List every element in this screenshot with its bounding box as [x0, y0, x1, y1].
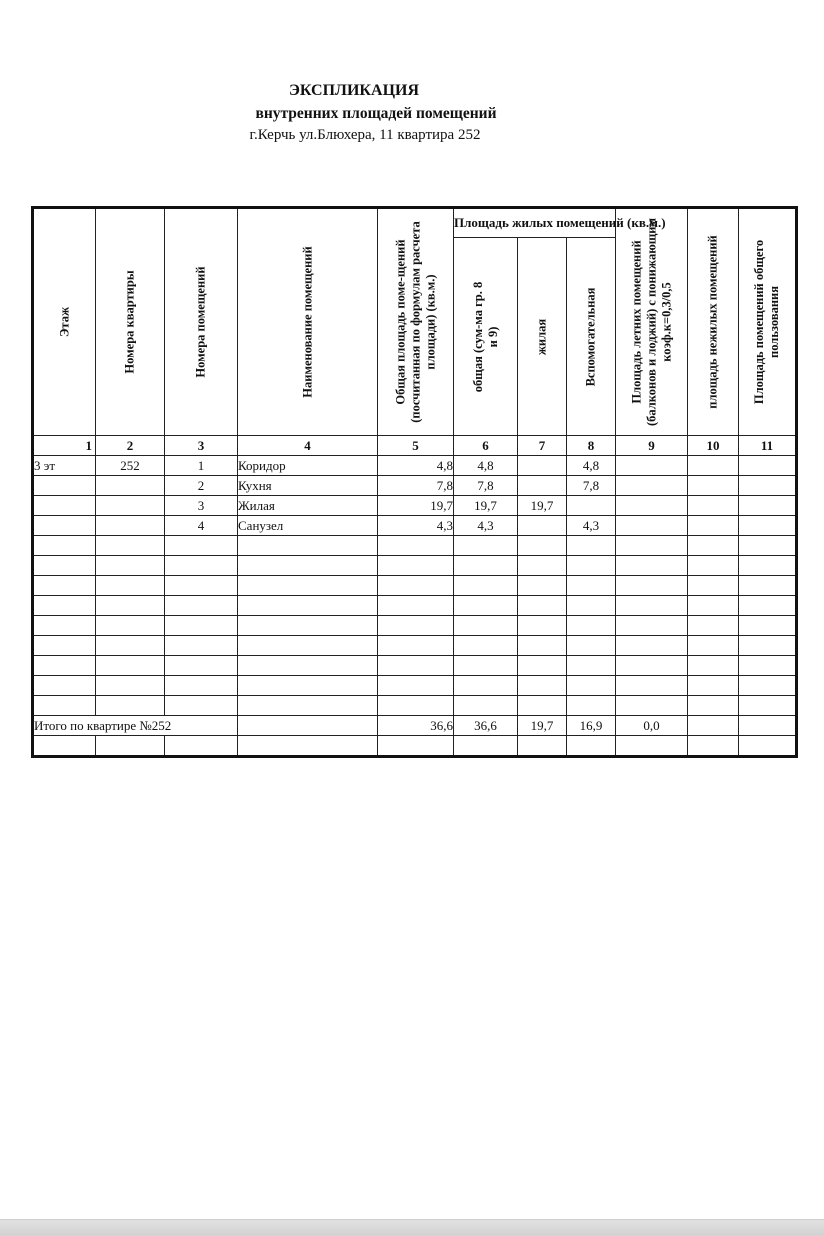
cell-aux: 4,8 [567, 456, 616, 476]
empty-cell [165, 536, 238, 556]
cell-common [739, 496, 797, 516]
empty-cell [454, 676, 518, 696]
header-apartment-numbers: Номера квартиры [96, 208, 165, 436]
cell-apartment [96, 516, 165, 536]
cell-living [518, 476, 567, 496]
empty-cell [454, 616, 518, 636]
empty-cell [688, 676, 739, 696]
column-number: 8 [567, 436, 616, 456]
empty-cell [739, 736, 797, 757]
empty-cell [518, 536, 567, 556]
column-number: 5 [378, 436, 454, 456]
empty-cell [378, 736, 454, 757]
cell-apartment [96, 476, 165, 496]
empty-cell [739, 656, 797, 676]
empty-cell [33, 596, 96, 616]
empty-cell [616, 576, 688, 596]
empty-cell [238, 676, 378, 696]
empty-cell [238, 576, 378, 596]
total-label: Итого по квартире №252 [33, 716, 238, 736]
empty-cell [165, 616, 238, 636]
total-summer: 0,0 [616, 716, 688, 736]
cell-summer [616, 476, 688, 496]
empty-cell [688, 576, 739, 596]
cell-living-total: 4,3 [454, 516, 518, 536]
empty-cell [567, 696, 616, 716]
column-number: 7 [518, 436, 567, 456]
cell-living-total: 4,8 [454, 456, 518, 476]
total-living: 19,7 [518, 716, 567, 736]
empty-row [33, 536, 797, 556]
empty-cell [454, 536, 518, 556]
empty-cell [378, 636, 454, 656]
empty-cell [33, 656, 96, 676]
empty-cell [518, 676, 567, 696]
header-common-use: Площадь помещений общего пользования [739, 208, 797, 436]
cell-floor: 3 эт [33, 456, 96, 476]
cell-room-no: 4 [165, 516, 238, 536]
cell-common [739, 476, 797, 496]
empty-cell [688, 616, 739, 636]
empty-cell [165, 676, 238, 696]
cell-common [739, 456, 797, 476]
cell-floor [33, 496, 96, 516]
empty-cell [616, 676, 688, 696]
cell-total: 7,8 [378, 476, 454, 496]
total-total: 36,6 [378, 716, 454, 736]
empty-cell [739, 676, 797, 696]
document-subtitle: внутренних площадей помещений [255, 105, 497, 122]
empty-cell [378, 536, 454, 556]
cell-room-no: 1 [165, 456, 238, 476]
empty-row [33, 556, 797, 576]
column-number: 11 [739, 436, 797, 456]
empty-cell [518, 616, 567, 636]
empty-cell [454, 576, 518, 596]
total-nonres [688, 716, 739, 736]
header-living: жилая [518, 238, 567, 436]
empty-cell [96, 736, 165, 757]
empty-cell [688, 736, 739, 757]
cell-total: 4,8 [378, 456, 454, 476]
empty-cell [739, 696, 797, 716]
empty-cell [33, 736, 96, 757]
empty-cell [238, 656, 378, 676]
empty-cell [739, 636, 797, 656]
total-aux: 16,9 [567, 716, 616, 736]
empty-cell [165, 636, 238, 656]
cell-aux: 7,8 [567, 476, 616, 496]
empty-cell [567, 616, 616, 636]
empty-cell [616, 536, 688, 556]
column-number: 9 [616, 436, 688, 456]
cell-summer [616, 496, 688, 516]
empty-cell [238, 596, 378, 616]
header-non-residential: площадь нежилых помещений [688, 208, 739, 436]
empty-cell [96, 616, 165, 636]
cell-living [518, 516, 567, 536]
empty-cell [378, 696, 454, 716]
column-number: 4 [238, 436, 378, 456]
cell-name: Санузел [238, 516, 378, 536]
empty-cell [688, 636, 739, 656]
cell-total: 19,7 [378, 496, 454, 516]
empty-cell [378, 596, 454, 616]
empty-cell [518, 656, 567, 676]
document-title: ЭКСПЛИКАЦИЯ [288, 82, 420, 99]
empty-cell [238, 636, 378, 656]
bottom-toolbar [0, 1219, 824, 1235]
empty-cell [616, 556, 688, 576]
cell-common [739, 516, 797, 536]
header-floor: Этаж [33, 208, 96, 436]
empty-cell [739, 576, 797, 596]
table-row [33, 496, 797, 516]
empty-cell [165, 736, 238, 757]
cell-name: Кухня [238, 476, 378, 496]
empty-cell [96, 576, 165, 596]
empty-cell [238, 696, 378, 716]
empty-cell [33, 616, 96, 636]
column-number-row [33, 436, 797, 456]
empty-cell [378, 616, 454, 636]
header-summer-rooms: Площадь летних помещений (балконов и лоджий) с понижающим коэф.к=0,3/0,5 [616, 208, 688, 436]
empty-row [33, 656, 797, 676]
empty-cell [165, 576, 238, 596]
table-row [33, 456, 797, 476]
empty-row [33, 636, 797, 656]
empty-cell [238, 736, 378, 757]
header-total-area: Общая площадь поме-щений (посчитанная по формулам расчета площади) (кв.м.) [378, 208, 454, 436]
cell-room-no: 3 [165, 496, 238, 516]
column-number: 2 [96, 436, 165, 456]
empty-cell [567, 596, 616, 616]
empty-cell [518, 736, 567, 757]
empty-cell [518, 556, 567, 576]
empty-cell [238, 536, 378, 556]
empty-cell [739, 556, 797, 576]
empty-cell [688, 596, 739, 616]
cell-summer [616, 516, 688, 536]
empty-cell [33, 676, 96, 696]
empty-cell [378, 576, 454, 596]
cell-name: Коридор [238, 456, 378, 476]
table-body [33, 456, 797, 757]
empty-cell [616, 636, 688, 656]
empty-cell [165, 696, 238, 716]
cell-living [518, 456, 567, 476]
cell-living: 19,7 [518, 496, 567, 516]
cell-living-total: 19,7 [454, 496, 518, 516]
empty-cell [688, 556, 739, 576]
cell-room-no: 2 [165, 476, 238, 496]
empty-cell [96, 696, 165, 716]
empty-cell [567, 736, 616, 757]
empty-cell [238, 716, 378, 736]
cell-aux [567, 496, 616, 516]
total-common [739, 716, 797, 736]
header-room-names: Наименование помещений [238, 208, 378, 436]
cell-floor [33, 516, 96, 536]
empty-cell [96, 676, 165, 696]
cell-aux: 4,3 [567, 516, 616, 536]
empty-cell [616, 656, 688, 676]
empty-cell [378, 656, 454, 676]
cell-total: 4,3 [378, 516, 454, 536]
empty-cell [454, 636, 518, 656]
empty-cell [518, 576, 567, 596]
empty-cell [238, 616, 378, 636]
empty-cell [688, 536, 739, 556]
table-header [33, 208, 797, 456]
header-room-numbers: Номера помещений [165, 208, 238, 436]
empty-cell [616, 616, 688, 636]
empty-cell [165, 556, 238, 576]
cell-living-total: 7,8 [454, 476, 518, 496]
empty-row [33, 576, 797, 596]
header-auxiliary: Вспомогательная [567, 238, 616, 436]
empty-cell [567, 656, 616, 676]
empty-cell [567, 556, 616, 576]
column-number: 10 [688, 436, 739, 456]
empty-cell [33, 636, 96, 656]
empty-row [33, 596, 797, 616]
cell-nonres [688, 496, 739, 516]
empty-cell [454, 736, 518, 757]
cell-apartment [96, 496, 165, 516]
empty-cell [165, 596, 238, 616]
column-number: 3 [165, 436, 238, 456]
empty-cell [96, 656, 165, 676]
empty-cell [96, 536, 165, 556]
empty-cell [96, 636, 165, 656]
empty-cell [454, 696, 518, 716]
document-address: г.Керчь ул.Блюхера, 11 квартира 252 [249, 127, 481, 143]
header-living-group: Площадь жилых помещений (кв.м.) [454, 208, 616, 238]
empty-cell [739, 616, 797, 636]
empty-cell [739, 596, 797, 616]
empty-cell [567, 576, 616, 596]
empty-cell [616, 696, 688, 716]
empty-cell [518, 696, 567, 716]
total-row [33, 716, 797, 736]
empty-cell [688, 656, 739, 676]
empty-cell [567, 636, 616, 656]
empty-row [33, 676, 797, 696]
column-number: 6 [454, 436, 518, 456]
empty-cell [33, 696, 96, 716]
empty-cell [518, 636, 567, 656]
total-living-total: 36,6 [454, 716, 518, 736]
empty-cell [616, 736, 688, 757]
empty-cell [33, 556, 96, 576]
empty-cell [96, 596, 165, 616]
empty-cell [454, 556, 518, 576]
empty-row [33, 696, 797, 716]
empty-cell [688, 696, 739, 716]
empty-cell [454, 596, 518, 616]
table-row [33, 516, 797, 536]
cell-summer [616, 456, 688, 476]
cell-nonres [688, 476, 739, 496]
empty-cell [567, 536, 616, 556]
empty-cell [33, 536, 96, 556]
empty-cell [33, 576, 96, 596]
table-row [33, 476, 797, 496]
empty-cell [616, 596, 688, 616]
cell-name: Жилая [238, 496, 378, 516]
empty-cell [165, 656, 238, 676]
cell-nonres [688, 456, 739, 476]
header-living-total: общая (сум-ма гр. 8 и 9) [454, 238, 518, 436]
empty-cell [238, 556, 378, 576]
empty-cell [96, 556, 165, 576]
cell-nonres [688, 516, 739, 536]
empty-cell [378, 556, 454, 576]
empty-cell [518, 596, 567, 616]
cell-floor [33, 476, 96, 496]
empty-cell [739, 536, 797, 556]
empty-cell [454, 656, 518, 676]
empty-row [33, 616, 797, 636]
empty-cell [567, 676, 616, 696]
cell-apartment: 252 [96, 456, 165, 476]
empty-row [33, 736, 797, 757]
empty-cell [378, 676, 454, 696]
column-number: 1 [33, 436, 96, 456]
explication-table [31, 206, 798, 758]
